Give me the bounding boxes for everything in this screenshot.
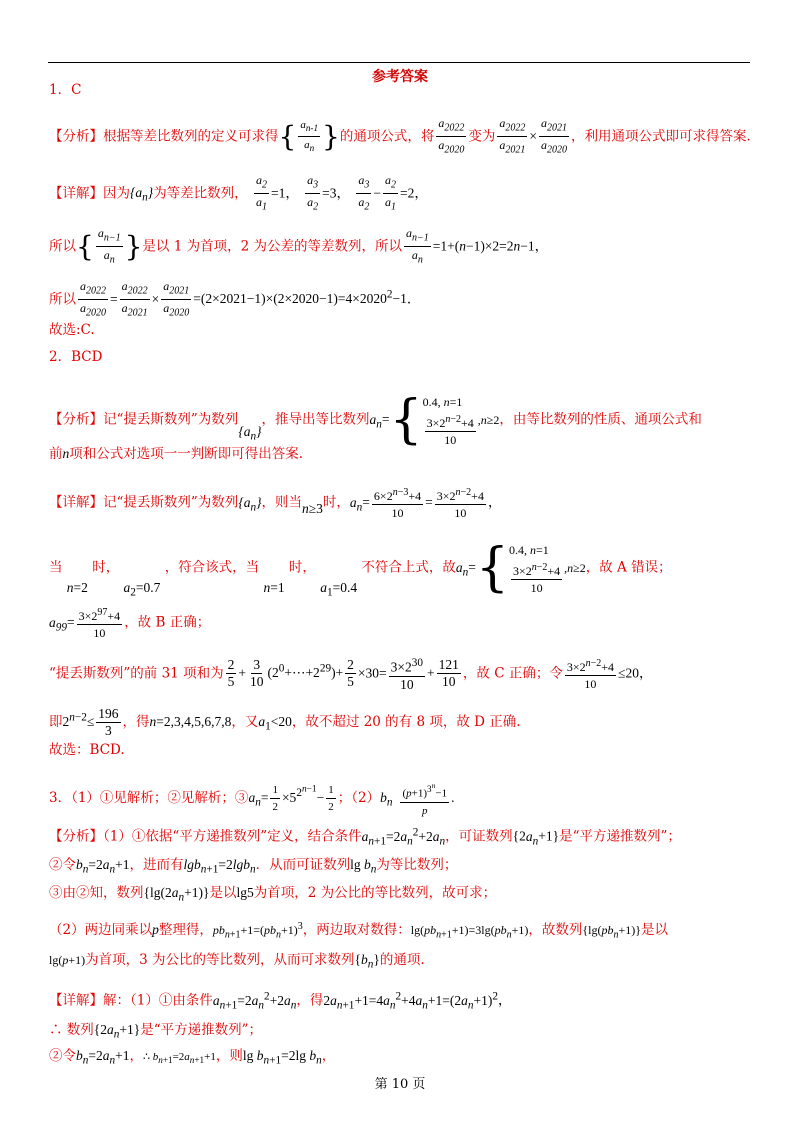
q3-analysis: 【分析】（1）①依据“平方递推数列”定义，结合条件$a_{n+1}=2a_n^2+2a_n$，可证数列$\{2a_n+1\}$是“平方递推数列”； [49,826,681,848]
header-rule [48,62,750,63]
q1-detail: 【详解】因为$\{a_n\}$为等差比数列， $\frac{a_2}{a_1}$ =1， $\frac{a_3}{a_2}$ =3， $\frac{a_3}{a_2}$ − $\frac{a_2}{a_1}$ =2， [49,173,428,213]
q2-detail-line3: $a_{99}=$ $\frac{3\times 2^{97}+4}{10}$ ，故 B 正确； [49,607,211,640]
q2-analysis-line2: 前n项和公式对选项一一判断即可得出答案. [49,446,304,462]
q1-answer: 1．C [49,82,82,98]
q3-detail-line3: ②令$b_n=2a_n+1$，∴ $b_{n+1}=2a_{n+1}+1$，则$\lg b_{n+1}=2\lg$ $b_n$， [49,1048,336,1067]
q2-choose: 故选：BCD. [49,742,125,758]
q1-detail-line3: 所以 $\frac{a_{2022}}{a_{2020}}$ = $\frac{a_{2022}}{a_{2021}}$ × $\frac{a_{2021}}{a_{2020}}$ $=(2\times 2021-1)\times(2\times 2020-1)=4\times 2020^2-1$. [49,279,412,319]
q2-detail-line4: “提丢斯数列”的前 31 项和为 $\frac{2}{5}$ + $\frac{3}{10}$ $(2^0+\cdots+2^{29})+$ $\frac{2}{5}$ ×30= $\frac{3\times 2^{30}}{10}$ + $\frac{121}{10}$ ，故 C 正确；令 $\frac{3\times 2^{n-2}+4}{10}$ ≤20， [49,657,653,692]
q3-analysis-line4: （2）两边同乘以p整理得，$pb_{n+1}+1=(pb_n+1)^3$，两边取对数得：$\lg(pb_{n+1}+1)=3\lg(pb_n+1)$，故数列$\{\lg(pb_n+1)\}$是以 [49,921,669,941]
q2-analysis: 【分析】记“提丢斯数列”为数列$\{a_n\}$，推导出等比数列$a_n=$ { 0.4, n=1 $\frac{3\times 2^{n-2}+4}{10}$ ,n≥2 ，由等比数列的性质、通项公式和 [49,390,702,450]
q3-answer: 3．（1）①见解析；②见解析；$③a_n=$ $\frac{1}{2}$ $\times 5^{2^{n-1}}-$ $\frac{1}{2}$ ；$(2)b_n$ $\frac{(p+1)^{3^n}-1}{p}$ . [49,778,454,819]
q3-detail: 【详解】解：（1）①由条件$a_{n+1}=2a_n^2+2a_n$，得$2a_{n+1}+1=4a_n^2+4a_n+1=(2a_n+1)^2$， [49,990,512,1012]
q2-detail-line2: 当 n=2 时， $a_2=0.7$ ，符合该式，当 n=1 时， $a_1=0.4$ 不符合上式，故$a_n=$ { 0.4, n=1 $\frac{3\times 2^{n-2}+4}{10}$ ,n≥2 ，故 A 错误； [49,538,672,599]
q3-detail-line2: ∴ 数列$\{2a_n+1\}$是“平方递推数列”； [49,1022,263,1041]
q1-detail-line2: 所以{ $\frac{a_{n-1}}{a_n}$ }是以 1 为首项，2 为公差的等差数列，所以 $\frac{a_{n-1}}{a_n}$ =1+(n−1)×2=2n−1， [49,226,549,266]
page-number: 第 10 页 [374,1077,426,1092]
q1-analysis: 【分析】根据等差比数列的定义可求得{ $\frac{a_{n-1}}{a_n}$ }的通项公式，将 $\frac{a_{2022}}{a_{2020}}$ 变为 $\frac{a_{2022}}{a_{2021}}$ × $\frac{a_{2021}}{a_{2020}}$ ，利用通项公式即可求得答案. [49,116,751,156]
q3-analysis-line2: ②令$b_n=2a_n+1$，进而有lgb$_{n+1}$=2lgb$_n$．从而可证数列$\lg b_n$为等比数列； [49,857,458,876]
q2-detail-line5: 即$2^{n-2}\le$ $\frac{196}{3}$ ，得n=2,3,4,5,6,7,8，又$a_1<20$，故不超过 20 的有 8 项，故 D 正确. [49,706,521,738]
q3-analysis-line5: lg(p+1)为首项，3 为公比的等比数列，从而可求数列$\{b_n\}$的通项. [49,952,425,971]
page-title: 参考答案 [372,69,428,85]
q2-detail: 【详解】记“提丢斯数列”为数列$\{a_n\}$，则当n≥3时，$a_n=$ $\frac{6\times 2^{n-3}+4}{10}$ = $\frac{3\times 2^{n-2}+4}{10}$ ， [49,487,502,520]
q3-analysis-line3: ③由②知，数列$\{\lg(2a_n+1)\}$是以lg5为首项，2 为公比的等比数列，故可求； [49,885,497,904]
q2-answer: 2．BCD [49,349,103,365]
q1-choose: 故选:C. [49,322,95,338]
